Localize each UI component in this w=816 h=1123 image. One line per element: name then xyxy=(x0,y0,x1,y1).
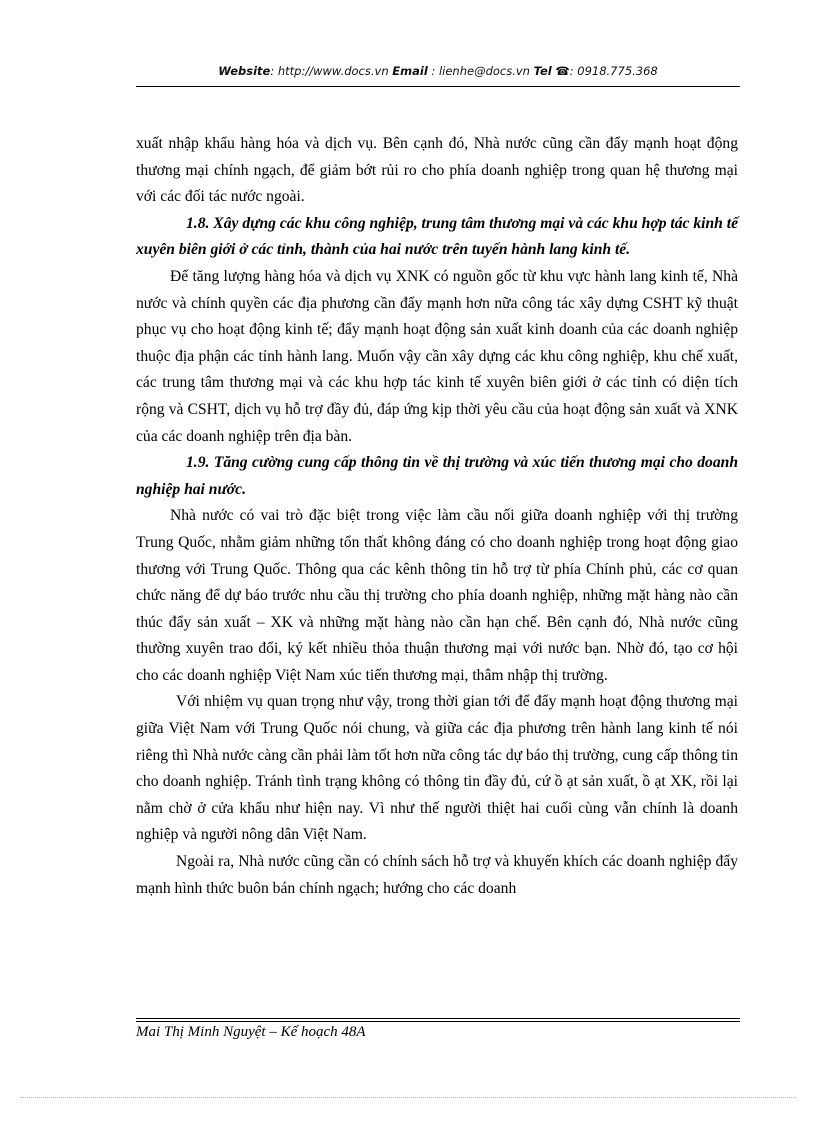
tel-label: Tel xyxy=(533,64,552,78)
tel-value: : 0918.775.368 xyxy=(569,64,658,78)
page-bottom-border xyxy=(20,1097,796,1098)
website-label: Website xyxy=(218,64,271,78)
paragraph-support-policy: Ngoài ra, Nhà nước cũng cần có chính sách hỗ trợ và khuyến khích các doanh nghiệp đẩy mạnh hình thức buôn bán chính ngạch; hướng cho các doanh xyxy=(136,853,738,897)
paragraph-state-role: Nhà nước có vai trò đặc biệt trong việc làm cầu nối giữa doanh nghiệp với thị trường Trung Quốc, nhằm giảm những tổn thất không đáng có cho doanh nghiệp trong hoạt động giao thương với Trung Quốc. Thông qua các kênh thông tin hỗ trợ từ phía Chính phủ, các cơ quan chức năng để dự báo trước nhu cầu thị trường cho phía doanh nghiệp, những mặt hàng nào cần thúc đẩy sản xuất – XK và những mặt hàng nào cần hạn chế. Bên cạnh đó, Nhà nước cũng thường xuyên trao đổi, ký kết nhiều thỏa thuận thương mại với nước bạn. Nhờ đó, tạo cơ hội cho các doanh nghiệp Việt Nam xúc tiến thương mại, thâm nhập thị trường. xyxy=(136,507,738,684)
document-body xyxy=(136,131,738,902)
footer-divider-thin xyxy=(136,1021,740,1022)
header-divider xyxy=(136,86,740,87)
paragraph-industrial-zones: Để tăng lượng hàng hóa và dịch vụ XNK có nguồn gốc từ khu vực hành lang kinh tế, Nhà nước và chính quyền các địa phương cần đẩy mạnh hơn nữa công tác xây dựng CSHT kỹ thuật phục vụ cho hoạt động kinh tế; đẩy mạnh hoạt động sản xuất kinh doanh của các doanh nghiệp thuộc địa phận các tỉnh hành lang. Muốn vậy cần xây dựng các khu công nghiệp, khu chế xuất, các trung tâm thương mại và các khu hợp tác kinh tế xuyên biên giới ở các tỉnh có diện tích rộng và CSHT, dịch vụ hỗ trợ đầy đủ, đáp ứng kịp thời yêu cầu của hoạt động sản xuất và XNK của các doanh nghiệp trên địa bàn. xyxy=(136,267,738,445)
website-value: : http://www.docs.vn xyxy=(270,64,389,78)
paragraph-continuation: xuất nhập khẩu hàng hóa và dịch vụ. Bên cạnh đó, Nhà nước cũng cần đẩy mạnh hoạt động thương mại chính ngạch, để giảm bớt rủi ro cho phía doanh nghiệp trong quan hệ thương mại với các đối tác nước ngoài. xyxy=(136,135,738,206)
section-heading-1-9: 1.9. Tăng cường cung cấp thông tin về thị trường và xúc tiến thương mại cho doanh nghiệp hai nước. xyxy=(136,454,738,498)
email-value: : lienhe@docs.vn xyxy=(431,64,530,78)
footer-author: Mai Thị Minh Nguyệt – Kế hoạch 48A xyxy=(136,1024,366,1040)
page-header xyxy=(136,64,740,78)
footer-divider-thick xyxy=(136,1018,740,1019)
phone-icon: ☎ xyxy=(555,64,570,78)
email-label: Email xyxy=(392,64,428,78)
paragraph-forecasting: Với nhiệm vụ quan trọng như vậy, trong thời gian tới để đẩy mạnh hoạt động thương mại giữa Việt Nam với Trung Quốc nói chung, và giữa các địa phương trên hành lang kinh tế nói riêng thì Nhà nước càng cần phải làm tốt hơn nữa công tác dự báo thị trường, cung cấp thông tin cho doanh nghiệp. Tránh tình trạng không có thông tin đầy đủ, cứ ồ ạt sản xuất, ồ ạt XK, rồi lại nằm chờ ở cửa khẩu như hiện nay. Vì như thế người thiệt hai cuối cùng vẫn chính là doanh nghiệp và người nông dân Việt Nam. xyxy=(136,693,739,844)
section-heading-1-8: 1.8. Xây dựng các khu công nghiệp, trung tâm thương mại và các khu hợp tác kinh tế xuyên biên giới ở các tỉnh, thành của hai nước trên tuyến hành lang kinh tế. xyxy=(136,214,738,259)
